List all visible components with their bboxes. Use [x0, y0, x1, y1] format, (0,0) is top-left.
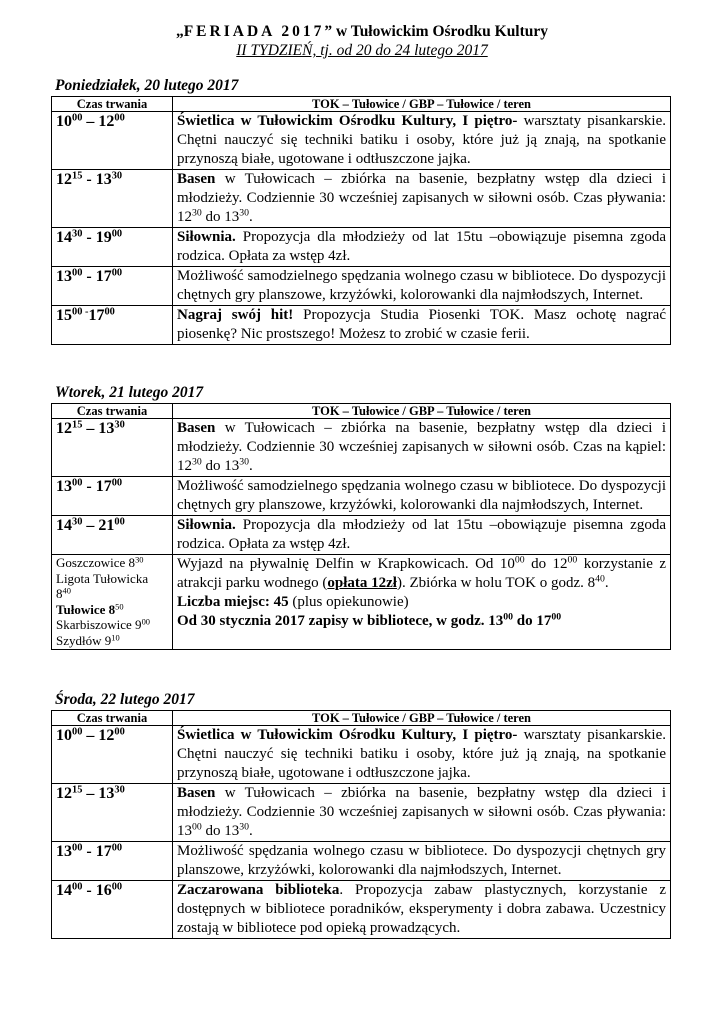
column-header-place: TOK – Tułowice / GBP – Tułowice / teren: [173, 404, 671, 419]
text-run: 12: [56, 171, 72, 188]
text-run: 14: [56, 229, 72, 246]
title-quote-open: „: [175, 23, 184, 40]
text-run: .: [249, 823, 253, 839]
text-run: Skarbiszowice 9: [56, 617, 142, 633]
pickup-stop: [56, 602, 168, 618]
superscript-minutes: 00: [551, 611, 562, 623]
schedule-row: [52, 170, 671, 228]
superscript-minutes: 00 -: [72, 306, 89, 318]
superscript-minutes: 00: [114, 516, 125, 528]
table-header-row: [52, 97, 671, 112]
bold-underlined-text-run: opłata 12zł: [327, 575, 397, 591]
time-cell: [52, 306, 173, 345]
text-run: 10: [56, 113, 72, 130]
table-header-row: [52, 711, 671, 726]
activity-description-cell: [173, 170, 671, 228]
schedule-table-wednesday: [51, 710, 671, 939]
bold-text-run: Nagraj swój hit!: [177, 307, 294, 323]
bold-text-run: Świetlica w Tułowickim Ośrodku Kultury, I piętro-: [177, 113, 518, 129]
text-run: 12: [56, 420, 72, 437]
text-run: Propozycja dla młodzieży od lat 15tu –obowiązuje pisemna zgoda rodzica. Opłata za wstęp 4zł.: [177, 229, 666, 264]
time-cell: [52, 267, 173, 306]
schedule-row: [52, 784, 671, 842]
bold-text-run: Od 30 stycznia 2017 zapisy w bibliotece, w godz. 13: [177, 613, 504, 629]
text-run: - 13: [82, 171, 112, 188]
pickup-stops-cell: [52, 555, 173, 650]
superscript-minutes: 00: [111, 267, 123, 279]
text-run: Możliwość spędzania wolnego czasu w bibliotece. Do dyspozycji chętnych gry planszowe, krzyżówki, kolorowanki dla najmłodszych, Internet.: [177, 843, 666, 878]
superscript-minutes: 40: [595, 573, 605, 585]
time-cell: [52, 419, 173, 477]
text-run: korzystanie z atrakcji parku wodnego (: [177, 556, 666, 591]
schedule-row: [52, 555, 671, 650]
text-run: Ligota Tułowicka: [56, 570, 149, 586]
text-run: (plus opiekunowie): [288, 594, 409, 610]
superscript-minutes: 10: [111, 632, 120, 643]
bold-text-run: Basen: [177, 171, 216, 187]
bold-text-run: do 17: [513, 613, 552, 629]
superscript-minutes: 30: [72, 516, 83, 528]
day-heading-monday: Poniedziałek, 20 lutego 2017: [55, 77, 239, 94]
text-run: Propozycja Studia Piosenki TOK. Masz ochotę nagrać piosenkę? Nic prostszego! Możesz to zrobić w czasie ferii.: [177, 307, 666, 342]
text-run: 10: [56, 727, 72, 744]
activity-description-cell: [173, 784, 671, 842]
activity-description-cell: [173, 112, 671, 170]
schedule-row: [52, 842, 671, 881]
text-run: Możliwość samodzielnego spędzania wolnego czasu w bibliotece. Do dyspozycji chętnych gry planszowe, krzyżówki, kolorowanki dla najmłodszych, Internet.: [177, 268, 666, 303]
text-run: 13: [56, 478, 72, 495]
text-run: do 13: [201, 209, 240, 225]
pickup-stop: [56, 617, 168, 633]
pickup-stop: [56, 555, 168, 571]
text-run: Szydłów 9: [56, 632, 112, 648]
text-run: - 17: [82, 843, 112, 860]
text-run: 14: [56, 517, 72, 534]
superscript-minutes: 00: [72, 477, 83, 489]
text-run: w Tułowicach – zbiórka na basenie, bezpłatny wstęp dla dzieci i młodzieży. Codziennie 30 wcześniej zapisanych w siłowni osób. Czas pływania: 13: [177, 785, 666, 839]
text-run: – 13: [82, 785, 115, 802]
superscript-minutes: 00: [567, 554, 578, 566]
text-run: 14: [56, 882, 72, 899]
document-title: [0, 23, 724, 41]
schedule-row: [52, 477, 671, 516]
pickup-stop: [56, 586, 168, 602]
activity-description-cell: [173, 228, 671, 267]
schedule-row: [52, 267, 671, 306]
schedule-row: [52, 306, 671, 345]
superscript-minutes: 00: [514, 554, 525, 566]
activity-description-cell: [173, 516, 671, 555]
schedule-row: [52, 419, 671, 477]
superscript-minutes: 00: [72, 881, 83, 893]
activity-description-cell: [173, 726, 671, 784]
day-heading-wednesday: Środa, 22 lutego 2017: [55, 691, 195, 708]
text-run: w Tułowicach – zbiórka na basenie, bezpłatny wstęp dla dzieci i młodzieży. Codziennie 30 wcześniej zapisanych w siłowni osób. Czas pływania: 12: [177, 171, 666, 225]
title-quote-close: ”: [324, 23, 333, 40]
schedule-row: [52, 726, 671, 784]
superscript-minutes: 00: [114, 726, 125, 738]
superscript-minutes: 00: [72, 842, 83, 854]
column-header-time: Czas trwania: [52, 97, 173, 112]
text-run: – 21: [82, 517, 115, 534]
time-cell: [52, 881, 173, 939]
title-event-name: FERIADA 2017: [183, 23, 325, 40]
superscript-minutes: 50: [115, 601, 124, 612]
schedule-row: [52, 516, 671, 555]
superscript-minutes: 00: [111, 228, 123, 240]
superscript-minutes: 00: [111, 477, 123, 489]
pickup-stop: [56, 633, 168, 649]
superscript-minutes: 15: [72, 419, 83, 431]
time-cell: [52, 726, 173, 784]
schedule-row: [52, 881, 671, 939]
time-cell: [52, 228, 173, 267]
time-cell: [52, 842, 173, 881]
column-header-time: Czas trwania: [52, 711, 173, 726]
time-cell: [52, 112, 173, 170]
activity-description-cell: [173, 881, 671, 939]
superscript-minutes: 00: [72, 267, 83, 279]
superscript-minutes: 30: [111, 170, 123, 182]
superscript-minutes: 30: [192, 456, 202, 468]
superscript-minutes: 15: [72, 170, 83, 182]
column-header-time: Czas trwania: [52, 404, 173, 419]
text-run: .: [249, 209, 253, 225]
superscript-minutes: 30: [192, 207, 202, 219]
text-run: ). Zbiórka w holu TOK o godz. 8: [396, 575, 596, 591]
text-run: - 19: [82, 229, 112, 246]
column-header-place: TOK – Tułowice / GBP – Tułowice / teren: [173, 711, 671, 726]
text-run: 8: [56, 586, 63, 602]
text-run: warsztaty pisankarskie. Chętni nauczyć się techniki batiku i osoby, które już ją znają, na spotkanie przynoszą białe, ugotowane i odtłuszczone jajka.: [177, 727, 666, 781]
superscript-minutes: 00: [104, 306, 115, 318]
text-run: Wyjazd na pływalnię Delfin w Krapkowicach. Od 10: [177, 556, 515, 572]
text-run: do 13: [201, 823, 240, 839]
superscript-minutes: 00: [72, 112, 83, 124]
day-heading-tuesday: Wtorek, 21 lutego 2017: [55, 384, 204, 401]
text-run: do 12: [524, 556, 568, 572]
table-body: [52, 112, 671, 345]
text-run: 17: [88, 307, 105, 324]
text-run: - 16: [82, 882, 112, 899]
document-subtitle: II TYDZIEŃ, tj. od 20 do 24 lutego 2017: [236, 42, 488, 59]
text-run: 13: [56, 268, 72, 285]
superscript-minutes: 00: [72, 726, 83, 738]
superscript-minutes: 30: [114, 419, 125, 431]
text-run: do 13: [201, 458, 240, 474]
table-body: [52, 419, 671, 650]
bold-text-run: Tułowice 8: [56, 601, 116, 617]
superscript-minutes: 00: [503, 611, 513, 623]
schedule-row: [52, 112, 671, 170]
text-run: 12: [56, 785, 72, 802]
time-cell: [52, 516, 173, 555]
text-run: - 17: [82, 268, 112, 285]
table-body: [52, 726, 671, 939]
text-run: 15: [56, 307, 72, 324]
superscript-minutes: 30: [239, 456, 249, 468]
superscript-minutes: 15: [72, 784, 83, 796]
text-run: – 12: [82, 727, 115, 744]
superscript-minutes: 30: [239, 821, 249, 833]
bold-text-run: Siłownia.: [177, 517, 236, 533]
text-run: – 13: [82, 420, 115, 437]
superscript-minutes: 30: [72, 228, 83, 240]
text-run: – 12: [82, 113, 115, 130]
text-run: w Tułowicach – zbiórka na basenie, bezpłatny wstęp dla dzieci i młodzieży. Codziennie 30 wcześniej zapisanych w siłowni osób. Czas na kąpiel: 12: [177, 420, 666, 474]
schedule-table-tuesday: [51, 403, 671, 650]
bold-text-run: Siłownia.: [177, 229, 236, 245]
bold-text-run: Basen: [177, 420, 216, 436]
time-cell: [52, 477, 173, 516]
activity-description-cell: [173, 842, 671, 881]
superscript-minutes: 00: [192, 821, 202, 833]
time-cell: [52, 170, 173, 228]
text-run: - 17: [82, 478, 112, 495]
title-venue: w Tułowickim Ośrodku Kultury: [332, 23, 549, 40]
bold-text-run: Świetlica w Tułowickim Ośrodku Kultury, I piętro-: [177, 727, 518, 743]
activity-description-cell: [173, 555, 671, 650]
schedule-row: [52, 228, 671, 267]
superscript-minutes: 30: [239, 207, 249, 219]
superscript-minutes: 00: [114, 112, 125, 124]
superscript-minutes: 30: [135, 554, 144, 565]
superscript-minutes: 00: [111, 842, 123, 854]
activity-description-cell: [173, 267, 671, 306]
text-run: . Propozycja zabaw plastycznych, korzystanie z dostępnych w bibliotece poradników, eksperymenty i dobra zabawa. Uczestnicy zostają w bibliotece pod opieką prowadzących.: [177, 882, 666, 936]
time-cell: [52, 784, 173, 842]
column-header-place: TOK – Tułowice / GBP – Tułowice / teren: [173, 97, 671, 112]
text-run: Możliwość samodzielnego spędzania wolnego czasu w bibliotece. Do dyspozycji chętnych gry planszowe, krzyżówki, kolorowanki dla najmłodszych, Internet.: [177, 478, 666, 513]
text-run: .: [604, 575, 609, 591]
bold-text-run: Basen: [177, 785, 216, 801]
superscript-minutes: 00: [141, 616, 150, 627]
text-run: .: [249, 458, 253, 474]
table-header-row: [52, 404, 671, 419]
text-run: 13: [56, 843, 72, 860]
text-run: warsztaty pisankarskie. Chętni nauczyć się techniki batiku i osoby, które już ją znają, na spotkanie przynoszą białe, ugotowane i odtłuszczone jajka.: [177, 113, 666, 167]
bold-text-run: Zaczarowana biblioteka: [177, 882, 340, 898]
activity-description-cell: [173, 306, 671, 345]
schedule-table-monday: [51, 96, 671, 345]
text-run: Propozycja dla młodzieży od lat 15tu –obowiązuje pisemna zgoda rodzica. Opłata za wstęp 4zł.: [177, 517, 666, 552]
superscript-minutes: 40: [62, 585, 71, 596]
superscript-minutes: 30: [114, 784, 125, 796]
pickup-stop: [56, 571, 168, 587]
text-run: Goszczowice 8: [56, 555, 136, 570]
bold-text-run: Liczba miejsc: 45: [177, 594, 289, 610]
superscript-minutes: 00: [111, 881, 123, 893]
activity-description-cell: [173, 419, 671, 477]
activity-description-cell: [173, 477, 671, 516]
